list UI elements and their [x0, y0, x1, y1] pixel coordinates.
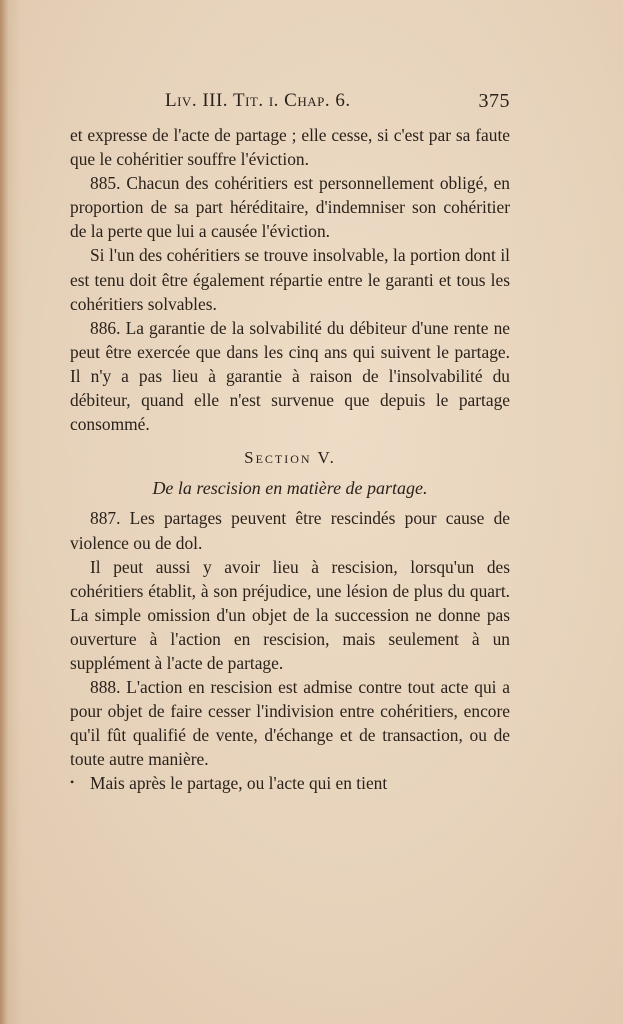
- paragraph-apres-partage: Mais après le partage, ou l'acte qui en tient: [90, 773, 388, 794]
- article-888: 888. L'action en rescision est admise contre tout acte qui a pour objet de faire cesser l'indivision entre cohéritiers, encore qu'il fût qualifié de vente, d'échange et de transaction, ou de toute autre manière.: [70, 677, 510, 770]
- paragraph-insolvable: Si l'un des cohéritiers se trouve insolvable, la portion dont il est tenu doit être également répartie entre le garanti et tous les cohéritiers solvables.: [70, 245, 510, 314]
- margin-mark: •: [70, 775, 75, 789]
- page-body: [70, 123, 510, 796]
- article-887: 887. Les partages peuvent être rescindés pour cause de violence ou de dol.: [70, 508, 510, 553]
- article-885: 885. Chacun des cohéritiers est personnellement obligé, en proportion de sa part héréditaire, d'indemniser son cohéritier de la perte que lui a causée l'éviction.: [70, 173, 510, 242]
- paragraph-lesion: Il peut aussi y avoir lieu à rescision, lorsqu'un des cohéritiers établit, à son préjudice, une lésion de plus du quart. La simple omission d'un objet de la succession ne donne pas ouverture à l'action en rescision, mais seulement à un supplément à l'acte de partage.: [70, 556, 510, 673]
- page-header: [70, 90, 510, 116]
- page-spine-shadow: [0, 0, 8, 1024]
- page-number: 375: [478, 90, 510, 112]
- section-title: Section V.: [244, 448, 336, 468]
- running-head: Liv. III. Tit. i. Chap. 6.: [165, 90, 351, 111]
- section-subtitle: De la rescision en matière de partage.: [152, 478, 428, 499]
- paragraph-continuation: et expresse de l'acte de partage ; elle cesse, si c'est par sa faute que le cohéritier souffre l'éviction.: [70, 125, 510, 170]
- article-886: 886. La garantie de la solvabilité du débiteur d'une rente ne peut être exercée que dans les cinq ans qui suivent le partage. Il n'y a pas lieu à garantie à raison de l'insolvabilité du débiteur, quand elle n'est survenue que depuis le partage consommé.: [70, 317, 510, 435]
